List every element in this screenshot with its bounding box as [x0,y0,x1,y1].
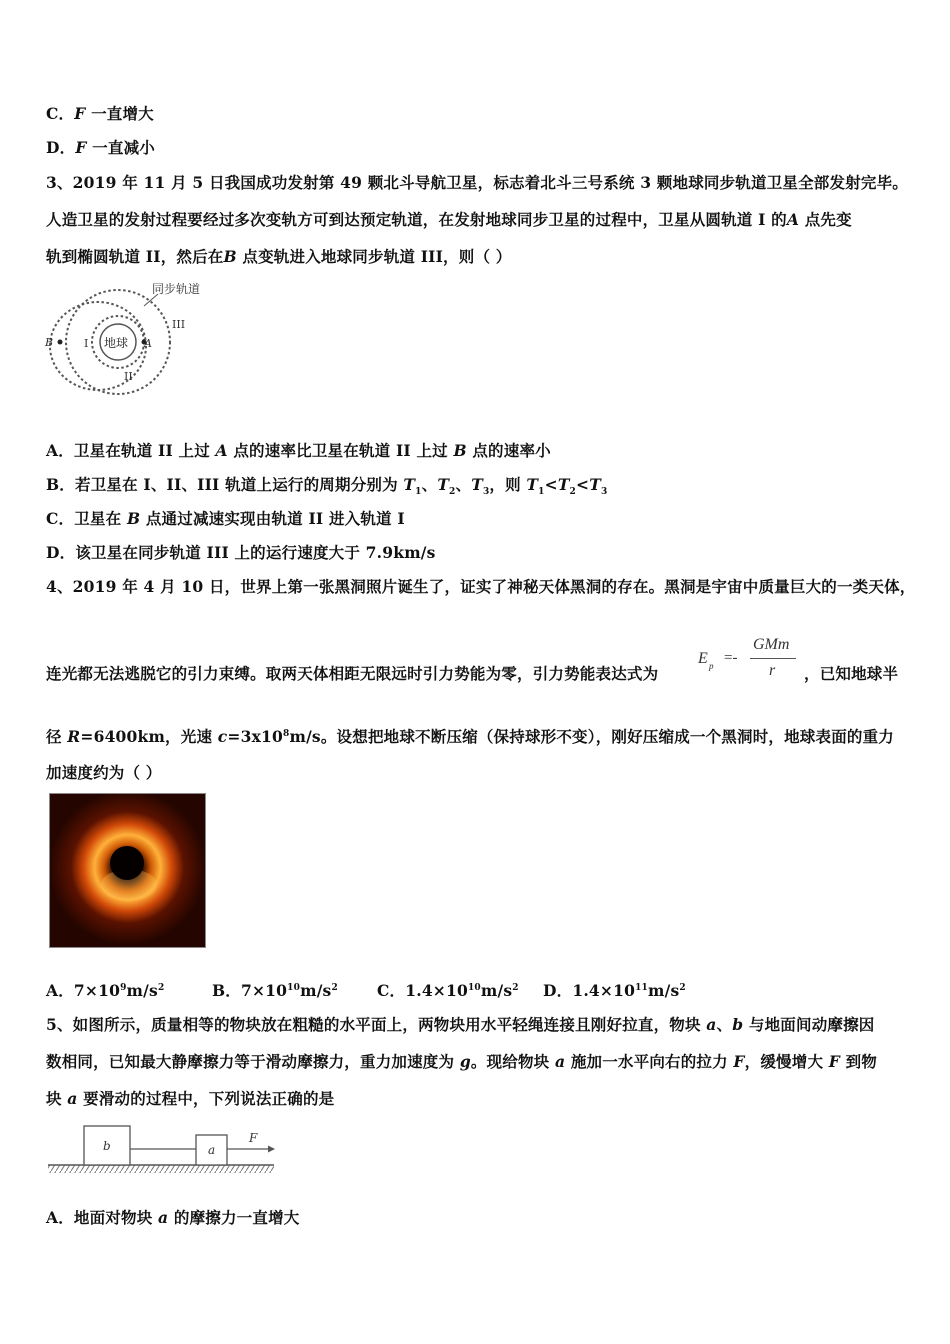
orbit-i-label: I [84,337,89,350]
q3-stem-line2: 人造卫星的发射过程要经过多次变轨方可到达预定轨道，在发射地球同步卫星的过程中，卫星从圆轨道 I 的A 点先变 [46,210,852,229]
q4-option-a: A．$7\times 10^9m/s^2$ [46,981,165,1000]
q4-option-b: B．$7\times 10^{10}m/s^2$ [212,981,338,1000]
q3-option-d: D．该卫星在同步轨道 III 上的运行速度大于 7.9km/s [46,543,436,562]
q3-option-a: A．卫星在轨道 II 上过 A 点的速率比卫星在轨道 II 上过 B 点的速率小 [46,441,551,460]
block-a-label: a [208,1143,216,1157]
force-label: F [249,1131,258,1145]
force-arrowhead [268,1146,275,1153]
earth-label: 地球 [104,336,129,350]
q3-option-c: C．卫星在 B 点通过减速实现由轨道 II 进入轨道 I [46,509,405,528]
formula-ep-sub: p [709,661,714,671]
formula-eq: =- [724,650,738,666]
q3-stem-line1: 3、2019 年 11 月 5 日我国成功发射第 49 颗北斗导航卫星，标志着北斗三号系统 3 颗地球同步轨道卫星全部发射完毕。 [46,173,909,192]
formula-numerator: GMm [753,636,790,653]
q5-stem-line3: 块 a 要滑动的过程中，下列说法正确的是 [46,1089,335,1108]
potential-energy-formula [698,634,810,684]
q4-stem-line2: 连光都无法逃脱它的引力束缚。取两天体相距无限远时引力势能为零，引力势能表达式为 [46,664,659,683]
q5-stem-line1: 5、如图所示，质量相等的物块放在粗糙的水平面上，两物块用水平轻绳连接且刚好拉直，物块 a、b 与地面间动摩擦因 [46,1015,875,1034]
formula-denominator: r [769,662,776,679]
formula-fraction-bar [750,658,796,659]
q2-option-d: D．F 一直减小 [46,138,155,157]
q3-option-b: B．若卫星在 I、II、III 轨道上运行的周期分别为 $T_1$、$T_2$、$T_3$，则 $T_1<T_2<T_3$ [46,475,608,498]
orbit-iii-label: III [172,318,186,331]
q3-stem-line3: 轨到椭圆轨道 II，然后在B 点变轨进入地球同步轨道 III，则（ ） [46,247,512,266]
blocks-diagram [46,1123,278,1179]
sync-orbit-label: 同步轨道 [152,282,201,296]
q4-stem-line2-end: ，已知地球半 [804,664,899,683]
q4-stem-line4: 加速度约为（ ） [46,763,162,782]
q4-stem-line1: 4、2019 年 4 月 10 日，世界上第一张黑洞照片诞生了，证实了神秘天体黑洞的存在。黑洞是宇宙中质量巨大的一类天体， [46,577,916,596]
point-b-dot [58,340,63,345]
orbit-ii-label: II [124,370,133,383]
point-a-label: A [144,337,152,350]
ground-hatch [48,1165,274,1173]
point-b-label: B [45,336,54,349]
q5-stem-line2: 数相同，已知最大静摩擦力等于滑动摩擦力，重力加速度为 g。现给物块 a 施加一水平向右的拉力 F，缓慢增大 F 到物 [46,1052,877,1071]
block-b-label: b [103,1139,111,1153]
black-hole-image [49,793,206,948]
formula-ep: E [698,650,708,667]
q4-option-d: D．$1.4\times 10^{11}m/s^2$ [543,981,686,1000]
q2-option-c: C．F 一直增大 [46,104,154,123]
q5-option-a: A．地面对物块 a 的摩擦力一直增大 [46,1208,300,1227]
q4-option-c: C．$1.4\times 10^{10}m/s^2$ [377,981,519,1000]
q4-stem-line3: 径 R=6400km，光速 $c=3x10^8m/s$。设想把地球不断压缩（保持球形不变），刚好压缩成一个黑洞时，地球表面的重力 [46,727,895,746]
orbit-diagram [40,276,220,404]
